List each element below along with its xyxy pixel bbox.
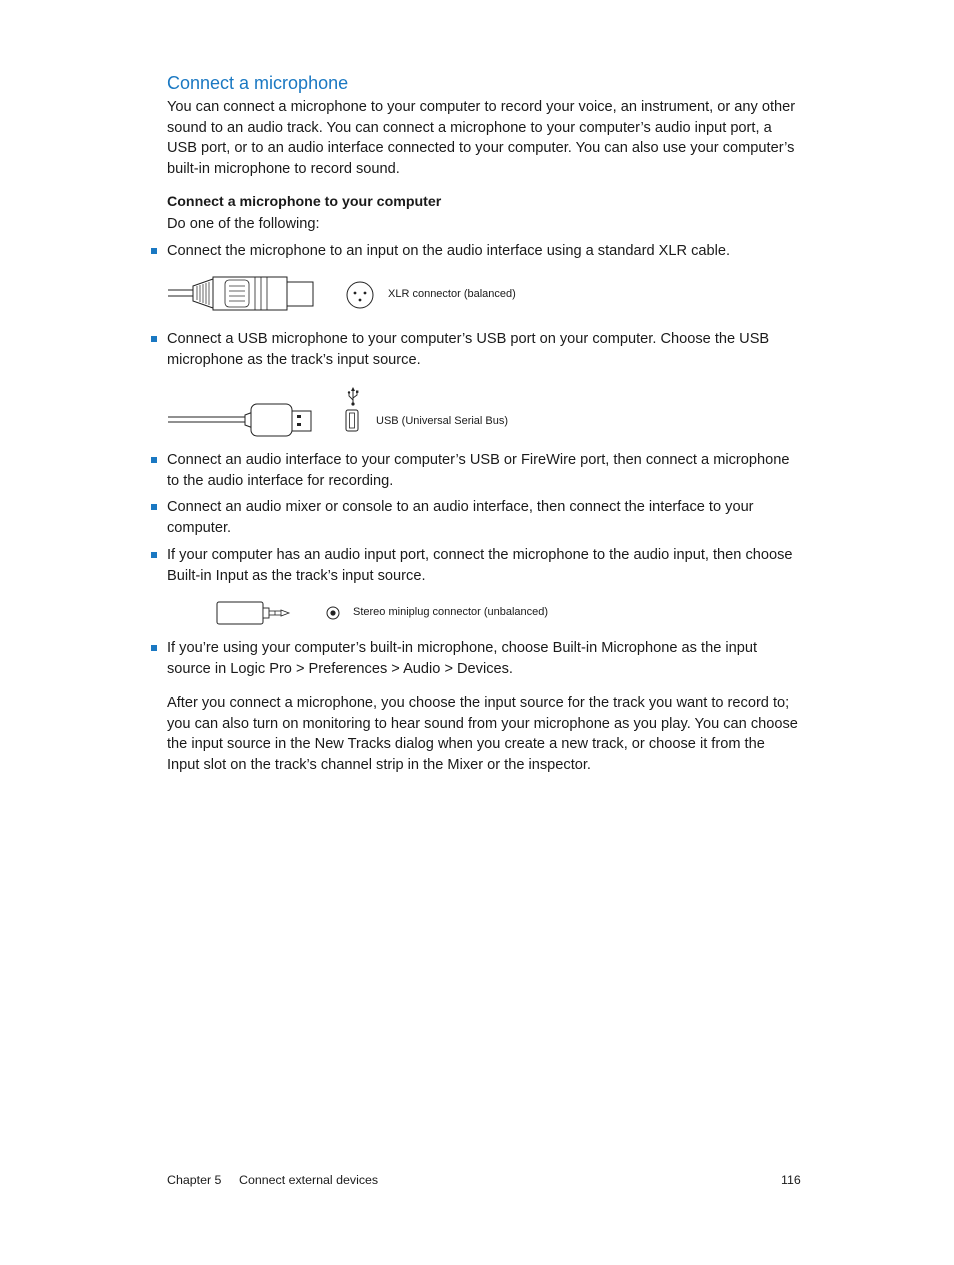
miniplug-illustration bbox=[215, 600, 295, 626]
xlr-caption: XLR connector (balanced) bbox=[388, 288, 516, 300]
bullet-marker bbox=[151, 504, 157, 510]
bullet-item-built-in: If you’re using your computer’s built-in microphone, choose Built-in Microphone as the input source in Logic Pro > Preferences > Audio > Devices. bbox=[167, 640, 758, 677]
footer-chapter: Chapter 5 bbox=[167, 1173, 222, 1187]
bullet-item-xlr: Connect the microphone to an input on the audio interface using a standard XLR cable. bbox=[167, 243, 731, 259]
usb-port-icon bbox=[344, 408, 362, 434]
section-title: Connect a microphone bbox=[167, 73, 349, 93]
usb-cable-illustration bbox=[165, 402, 315, 438]
xlr-cable-illustration bbox=[165, 274, 325, 314]
bullet-item-interface: Connect an audio interface to your computer’s USB or FireWire port, then connect a microphone to the audio interface for recording. bbox=[167, 452, 790, 489]
task-heading: Connect a microphone to your computer bbox=[167, 194, 442, 210]
bullet-item-usb: Connect a USB microphone to your computer’s USB port on your computer. Choose the USB microphone as the track’s input source. bbox=[167, 331, 770, 368]
closing-paragraph: After you connect a microphone, you choose the input source for the track you want to record to; you can also turn on monitoring to hear sound from your microphone as you play. You can choose the input source in the New Tracks dialog when you create a new track, or choose it from the Input slot on the track’s channel strip in the Mixer or the inspector. bbox=[167, 695, 798, 774]
xlr-port-icon bbox=[345, 280, 375, 310]
task-lead: Do one of the following: bbox=[167, 216, 320, 232]
footer-chapter-link[interactable]: Connect external devices bbox=[239, 1173, 379, 1187]
bullet-item-mixer: Connect an audio mixer or console to an audio interface, then connect the interface to your computer. bbox=[167, 499, 754, 536]
miniplug-caption: Stereo miniplug connector (unbalanced) bbox=[353, 606, 549, 618]
bullet-marker bbox=[151, 552, 157, 558]
bullet-marker bbox=[151, 336, 157, 342]
usb-caption: USB (Universal Serial Bus) bbox=[376, 415, 509, 427]
bullet-marker bbox=[151, 645, 157, 651]
intro-paragraph: You can connect a microphone to your computer to record your voice, an instrument, or any other sound to an audio track. You can connect a microphone to your computer’s audio input port, a USB port, or to an audio interface connected to your computer. You can also use your computer’s built-in microphone to record sound. bbox=[167, 99, 796, 178]
page-number: 116 bbox=[781, 1173, 801, 1187]
bullet-marker bbox=[151, 457, 157, 463]
bullet-marker bbox=[151, 248, 157, 254]
miniplug-port-icon bbox=[325, 605, 341, 621]
bullet-item-audio-input: If your computer has an audio input port, connect the microphone to the audio input, then choose Built-in Input as the track’s input source. bbox=[167, 547, 793, 584]
